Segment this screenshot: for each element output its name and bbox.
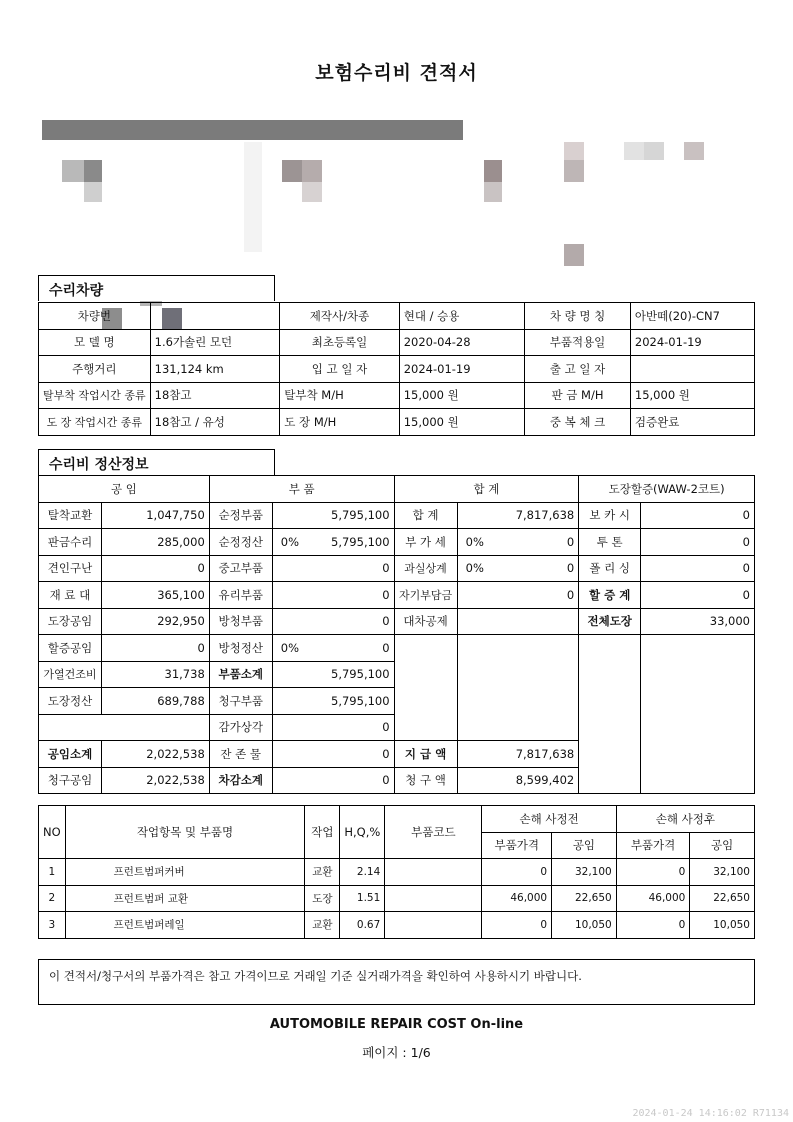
cell: 0% [272,529,307,556]
cell: 할 증 계 [579,582,641,609]
cell: 0 [272,608,394,635]
redacted-bar [42,120,463,140]
cell: 0 [272,714,394,741]
cell: 청구공임 [39,767,102,794]
cell: 0 [482,859,552,886]
table-row [39,608,755,635]
maker-label: 제작사/차종 [280,303,399,330]
cell: 잔 존 물 [209,741,272,768]
cell: 22,650 [690,885,755,912]
cell: 285,000 [101,529,209,556]
cell: 0 [616,859,690,886]
cell: 1,047,750 [101,502,209,529]
cell: 합 계 [394,502,457,529]
before-price-header: 부품가격 [482,832,552,859]
settlement-table [38,475,755,794]
pay-label: 지 급 액 [394,741,457,768]
carname-label: 차 량 명 칭 [525,303,631,330]
cell: 할증공임 [39,635,102,662]
cell [385,885,482,912]
cell: 순정부품 [209,502,272,529]
hq-header: H,Q,% [340,806,385,859]
cell: 중고부품 [209,555,272,582]
cell: 32,100 [690,859,755,886]
cell: 폴 리 싱 [579,555,641,582]
cell: 대차공제 [394,608,457,635]
cell: 292,950 [101,608,209,635]
cell: 2.14 [340,859,385,886]
reg-label: 최초등록일 [280,329,399,356]
cell: 1.51 [340,885,385,912]
cell: 방청부품 [209,608,272,635]
removal-kind-label: 탈부착 작업시간 종류 [39,382,151,409]
mileage-value: 131,124 km [150,356,280,383]
cell: 0 [272,582,394,609]
cell: 1 [39,859,66,886]
cell: 청구부품 [209,688,272,715]
cell [385,859,482,886]
cell: 과실상계 [394,555,457,582]
cell: 0 [641,582,755,609]
cell: 부품소계 [209,661,272,688]
cell [394,635,457,741]
table-row [39,356,755,383]
cell: 보 카 시 [579,502,641,529]
table-row [39,635,755,662]
table-row [39,529,755,556]
claim-value: 8,599,402 [457,767,579,794]
cell: 0 [641,502,755,529]
page-indicator: 페이지 : 1/6 [362,1045,431,1060]
table-row [39,885,755,912]
cell: 탈착교환 [39,502,102,529]
cell: 7,817,638 [457,502,579,529]
cell: 방청정산 [209,635,272,662]
cell: 5,795,100 [272,688,394,715]
table-row [39,859,755,886]
cell: 2,022,538 [101,767,209,794]
table-row [39,806,755,833]
after-header: 손해 사정후 [616,806,754,833]
cell: 689,788 [101,688,209,715]
carname-value: 아반떼(20)-CN7 [630,303,754,330]
table-row [39,502,755,529]
footer-title: AUTOMOBILE REPAIR COST On-line [269,1017,524,1032]
cell: 0 [492,529,579,556]
table-row [39,329,755,356]
cell: 공임소계 [39,741,102,768]
cell: 32,100 [552,859,617,886]
parts-header: 부 품 [209,476,394,503]
after-labor-header: 공임 [690,832,755,859]
code-header: 부품코드 [385,806,482,859]
cell: 투 톤 [579,529,641,556]
pay-value: 7,817,638 [457,741,579,768]
paint-mh-label: 도 장 M/H [280,409,399,436]
cell [579,635,641,794]
notice-box [38,959,755,1005]
in-date-value: 2024-01-19 [399,356,524,383]
removal-mh-label: 탈부착 M/H [280,382,399,409]
document-title: 보험수리비 견적서 [315,62,478,84]
cell [457,608,579,635]
labor-header: 공 임 [39,476,210,503]
cell: 도장정산 [39,688,102,715]
sheet-mh-label: 판 금 M/H [525,382,631,409]
cell: 5,795,100 [272,661,394,688]
cell: 유리부품 [209,582,272,609]
cell: 2,022,538 [101,741,209,768]
in-date-label: 입 고 일 자 [280,356,399,383]
cell: 0% [457,529,492,556]
removal-mh-value: 15,000 원 [399,382,524,409]
no-header: NO [39,806,66,859]
settlement-section-title: 수리비 정산정보 [49,457,149,473]
cell: 재 료 대 [39,582,102,609]
work-header: 작업 [305,806,340,859]
cell: 0% [272,635,307,662]
cell: 교환 [305,859,340,886]
out-date-label: 출 고 일 자 [525,356,631,383]
cell: 3 [39,912,66,939]
cell: 0 [101,555,209,582]
items-table [38,805,755,939]
table-row [39,912,755,939]
dup-label: 중 복 체 크 [525,409,631,436]
cell: 가열건조비 [39,661,102,688]
out-date-value [630,356,754,383]
before-header: 손해 사정전 [482,806,616,833]
cell: 22,650 [552,885,617,912]
cell: 2 [39,885,66,912]
cell [385,912,482,939]
total-header: 합 계 [394,476,579,503]
cell: 0 [272,555,394,582]
paint-mh-value: 15,000 원 [399,409,524,436]
cell: 프런트범퍼레일 [65,912,305,939]
cell: 감가상각 [209,714,272,741]
vehicle-section-title: 수리차량 [49,283,104,299]
cell: 365,100 [101,582,209,609]
cell: 0 [492,555,579,582]
notice-text: 이 견적서/청구서의 부품가격은 참고 가격이므로 거래일 기준 실거래가격을 확인하여 사용하시기 바랍니다. [49,969,582,983]
mileage-label: 주행거리 [39,356,151,383]
cell: 10,050 [552,912,617,939]
reg-value: 2020-04-28 [399,329,524,356]
cell: 46,000 [482,885,552,912]
paint-kind-label: 도 장 작업시간 종류 [39,409,151,436]
claim-label: 청 구 액 [394,767,457,794]
table-row [39,303,755,330]
cell: 0 [641,555,755,582]
cell: 자기부담금 [394,582,457,609]
cell: 0.67 [340,912,385,939]
cell: 31,738 [101,661,209,688]
cell: 판금수리 [39,529,102,556]
cell: 견인구난 [39,555,102,582]
table-row [39,555,755,582]
cell: 프런트범퍼커버 [65,859,305,886]
plate-label: 차량번 [39,303,151,330]
plate-value [150,303,280,330]
cell: 0 [272,767,394,794]
paint-surcharge-header: 도장할증(WAW-2코트) [579,476,755,503]
cell: 전체도장 [579,608,641,635]
cell: 교환 [305,912,340,939]
settlement-section-tab [38,449,275,475]
cell [39,714,210,741]
paint-kind-value: 18참고 / 유성 [150,409,280,436]
cell: 순정정산 [209,529,272,556]
removal-kind-value: 18참고 [150,382,280,409]
cell: 33,000 [641,608,755,635]
cell: 차감소계 [209,767,272,794]
after-price-header: 부품가격 [616,832,690,859]
table-row [39,476,755,503]
table-row [39,582,755,609]
cell: 0 [101,635,209,662]
cell [457,635,579,741]
cell: 부 가 세 [394,529,457,556]
before-labor-header: 공임 [552,832,617,859]
table-row [39,409,755,436]
table-row [39,382,755,409]
parts-date-label: 부품적용일 [525,329,631,356]
cell: 0 [616,912,690,939]
vehicle-section-tab [38,275,275,301]
cell: 프런트범퍼 교환 [65,885,305,912]
model-label: 모 델 명 [39,329,151,356]
dup-value: 검증완료 [630,409,754,436]
cell: 46,000 [616,885,690,912]
cell: 도장공임 [39,608,102,635]
sheet-mh-value: 15,000 원 [630,382,754,409]
cell: 0 [272,741,394,768]
cell: 0 [457,582,579,609]
cell: 5,795,100 [272,502,394,529]
cell: 0 [482,912,552,939]
parts-date-value: 2024-01-19 [630,329,754,356]
cell: 10,050 [690,912,755,939]
cell: 5,795,100 [307,529,394,556]
model-value: 1.6가솔린 모던 [150,329,280,356]
vehicle-table [38,302,755,436]
cell: 0 [641,529,755,556]
maker-value: 현대 / 승용 [399,303,524,330]
cell [641,635,755,794]
name-header: 작업항목 및 부품명 [65,806,305,859]
print-timestamp: 2024-01-24 14:16:02 R71134 [632,1108,789,1119]
cell: 도장 [305,885,340,912]
cell: 0% [457,555,492,582]
cell: 0 [307,635,394,662]
